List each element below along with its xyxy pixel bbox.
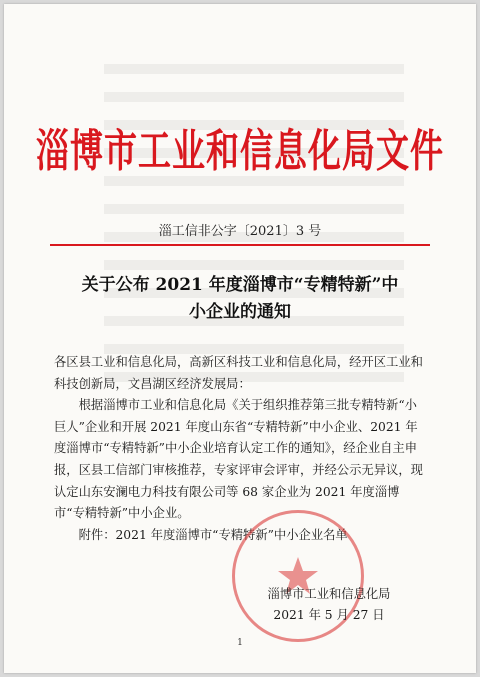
signature-date: 2021 年 5 月 27 日 [273, 608, 385, 622]
red-divider-line [50, 244, 430, 246]
notice-title [52, 272, 428, 326]
document-page [4, 4, 476, 673]
attachment-line: 附件：2021 年度淄博市“专精特新”中小企业名单 [78, 527, 348, 542]
signature-block [244, 584, 414, 626]
signature-organization: 淄博市工业和信息化局 [267, 587, 391, 601]
document-number: 淄工信非公字〔2021〕3 号 [158, 224, 322, 239]
document-header-title: 淄博市工业和信息化局文件 [36, 124, 444, 177]
notice-title-line-1: 关于公布 2021 年度淄博市“专精特新”中 [81, 275, 399, 295]
body-paragraph: 根据淄博市工业和信息化局《关于组织推荐第三批专精特新“小巨人”企业和开展 2021 年度山东省“专精特新”中小企业、2021 年度淄博市“专精特新”中小企业培育认定工作的通知》，经企业自主申报，区县工信部门审核推荐，专家评审会评审，并经公示无异议，现认定山东安澜电力科技有限公司等 68 家企业为 2021 年度淄博市“专精特新”中小企业。 [54, 398, 423, 521]
page-number: 1 [237, 638, 243, 648]
notice-title-line-2: 小企业的通知 [189, 302, 291, 322]
addressee: 各区县工业和信息化局，高新区科技工业和信息化局，经开区工业和科技创新局，文昌湖区经济发展局： [54, 355, 423, 391]
